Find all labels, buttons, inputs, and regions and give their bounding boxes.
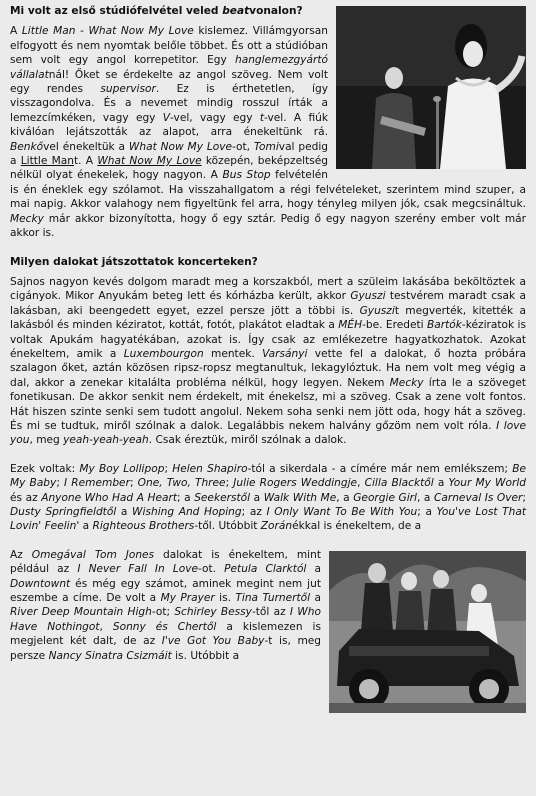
link-what-now-my-love[interactable]: What Now My Love: [97, 155, 202, 168]
song-list-paragraph: Ezek voltak: My Boy Lollipop; Helen Shapiro-tól a sikerdala - a címére már nem emlékszem; Be My Baby; I Remember; One, Two, Three; Julie Rogers Weddingje, Cilla Blacktől a Your My World és az Anyone Who Had A Heart; a Seekerstől a Walk With Me, a Georgie Girl, a Carneval Is Over; Dusty Springfieldtől a Wishing And Hoping; az I Only Want To Be With You; a You've Lost That Lovin' Feelin' a Righteous Brothers-től. Utóbbit Zoránékkal is énekeltem, de a: [10, 462, 527, 533]
link-little-man[interactable]: Little Man: [20, 155, 74, 168]
answer-first-studio-recording: A Little Man - What Now My Love kislemez. Villámgyorsan elfogyott és nem nyomtak belőle többet. És ott a stúdióban sem volt egy angol korrepetitor. Egy hanglemezgyártó vállalatnál! Őket se érdekelte az angol szöveg. Nem volt egy rendes supervisor. Ez is érthetetlen, így visszagondolva. És a nevemet mindig rosszul írták a lemezcímkéken, vagy egy V-vel, vagy egy t-vel. A fiúk kiválóan lejátszották az alapot, arra énekeltünk rá. Benkővel énekeltük a What Now My Love-ot, Tomival pedig a Little Mant. A What Now My Love közepén, beképzeltség nélkül olyat énekelek, hogy nagyon. A Bus Stop felvételén is én éneklek egy szólamot. Ha visszahallgatom a régi felvételeket, szerintem mind szuper, a mai napig. Akkor valahogy nem figyeltünk fel arra, hogy tényleg milyen jók, csak megcsináltuk. Mecky már akkor bizonyította, hogy ő egy sztár. Pedig ő egy nagyon szerény ember volt már akkor is.: [10, 25, 526, 240]
concert-photo-image: [336, 6, 526, 169]
concert-photo: [336, 6, 526, 169]
answer-concert-songs: Sajnos nagyon kevés dolgom maradt meg a korszakból, mert a szüleim lakásába beköltöztek a cigányok. Mikor Anyukám beteg lett és kórházba került, akkor Gyuszi testvérem maradt csak a lakásban, aki beengedett egyet, ezzel persze jött a többi is. Gyuszit megverték, kitették a lakásból és minden kéziratot, kottát, fotót, plakátot eladtak a MÉH-be. Eredeti Bartók-kéziratok is voltak Apukám hagyatékában, azokat is. Így csak az emlékezetre hagyatkozhatok. Azokat énekeltem, amik a Luxembourgon mentek. Varsányi vette fel a dalokat, ő hozta próbára szalagon őket, aztán közösen ripsz-ropsz megtanultuk, lekagylóztuk. Ha nem volt meg végig a dal, akkor a zenekar kitalálta probléma nélkül, hogy legyen. Nekem Mecky írta le a szöveget fonetikusan. De akkor senkit nem érdekelt, mit énekelsz, mi a szöveg. Csak a zene volt fontos. Hát hiszen szinte senki sem tudott angolul. Nekem soha senki nem jött oda, hogy hát a szöveg. És mi se tudtuk, miről szólnak a dalok. Legalábbis nekem halvány gőzöm nem volt róla. I love you, meg yeah-yeah-yeah. Csak éreztük, miről szólnak a dalok.: [10, 275, 526, 447]
question-concert-songs: Milyen dalokat játszottatok koncerteken?: [10, 255, 258, 268]
omega-paragraph: Az Omegával Tom Jones dalokat is énekeltem, mint például az I Never Fall In Love-ot. Petula Clarktól a Downtownt és még egy számot, aminek megint nem jut eszembe a címe. De volt a My Prayer is. Tina Turnertől a River Deep Mountain High-ot; Schirley Bessy-től az I Who Have Nothingot, Sonny és Chertől a kislemezen is megjelent két dalt, de az I've Got You Baby-t is, meg persze Nancy Sinatra Csizmáit is. Utóbbit a: [10, 548, 322, 662]
question-first-studio-recording: Mi volt az első stúdiófelvétel veled beatvonalon?: [10, 5, 303, 17]
band-car-photo: [329, 551, 526, 713]
band-car-photo-image: [329, 551, 526, 713]
